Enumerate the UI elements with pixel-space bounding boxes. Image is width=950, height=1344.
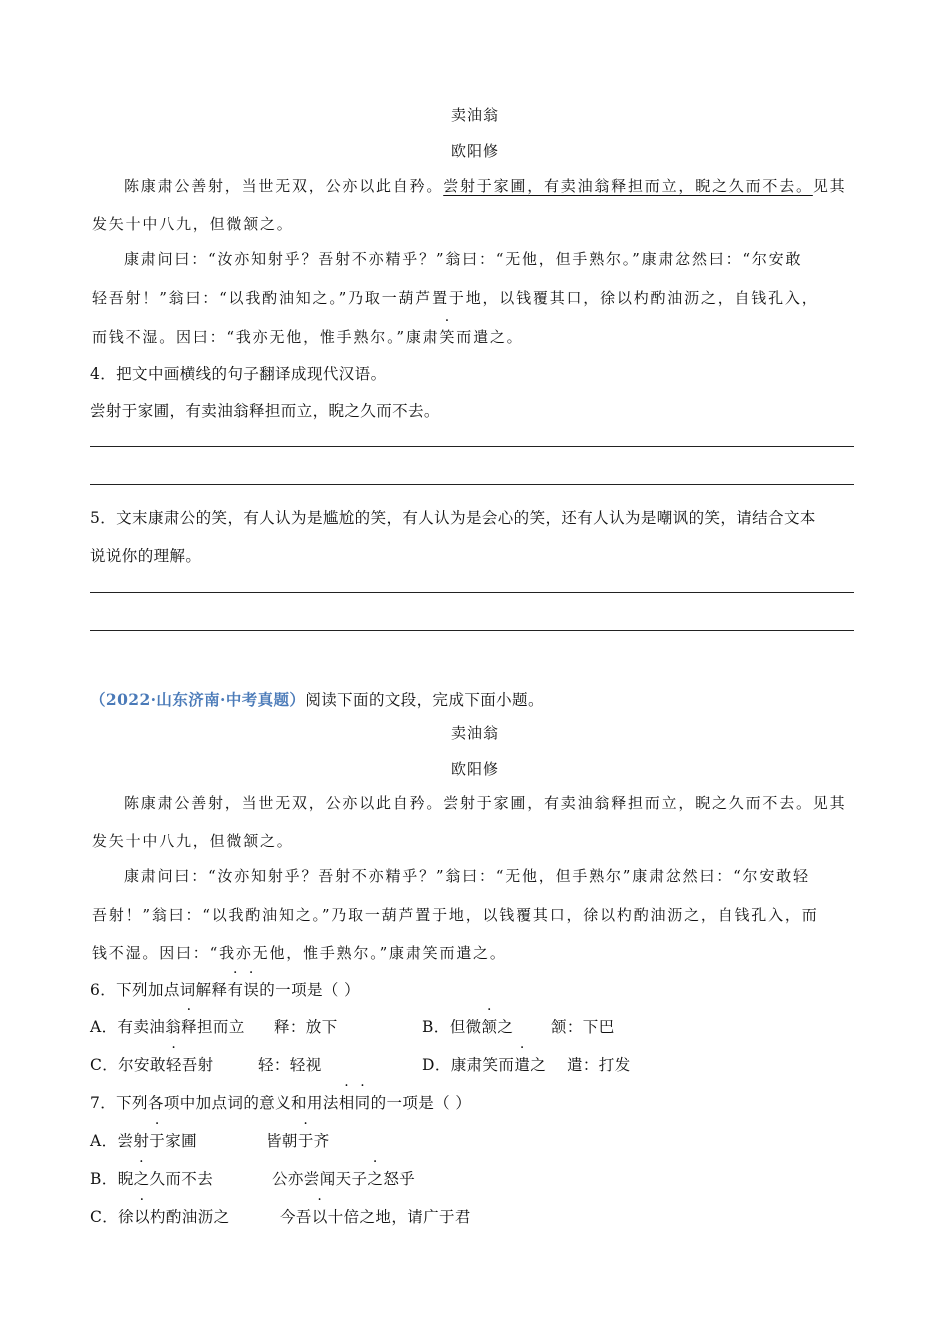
option-text: 齐 <box>313 1132 330 1150</box>
passage2-paragraph2-line2: 吾射！”翁曰：“以我酌油知之。”乃取一葫芦置于地，以钱覆其口，徐以杓酌油沥之，自钱孔入，而 <box>92 906 819 924</box>
question-7-option-a-compare <box>266 1129 330 1151</box>
option-text: 怒乎 <box>383 1170 416 1188</box>
dotted-char: 之 <box>367 1170 384 1188</box>
question-7-option-b-compare <box>272 1167 415 1189</box>
option-text: 今吾 <box>280 1208 312 1226</box>
section2-heading <box>90 688 544 710</box>
option-text: 担而立 <box>197 1018 245 1036</box>
dotted-char: 颔 <box>481 1018 498 1036</box>
option-text: B．睨 <box>90 1170 134 1188</box>
dotted-char: 误 <box>243 981 260 999</box>
passage1-author: 欧阳修 <box>450 142 499 160</box>
dotted-char: 以 <box>134 1208 150 1226</box>
passage2-paragraph1-line2: 发矢十中八九，但微颔之。 <box>92 832 294 850</box>
passage1-title: 卖油翁 <box>450 106 499 124</box>
option-text: 之 <box>497 1018 514 1036</box>
option-text: 吾射 <box>181 1056 214 1074</box>
dotted-char: 于 <box>149 1132 166 1150</box>
question-5-stem-line1: 5．文末康肃公的笑，有人认为是尴尬的笑，有人认为是会心的笑，还有人认为是嘲讽的笑，请结合文本 <box>90 509 816 527</box>
question-5-stem-line2: 说说你的理解。 <box>90 547 202 565</box>
question-4-sentence: 尝射于家圃，有卖油翁释担而立，睨之久而不去。 <box>90 402 440 420</box>
question-6-option-a <box>90 1015 245 1037</box>
dotted-char: 遣 <box>514 1056 531 1074</box>
option-text: 家圃 <box>165 1132 198 1150</box>
option-text: 皆朝 <box>266 1132 298 1150</box>
dotted-char: 以 <box>311 1208 328 1226</box>
dotted-char: 轻 <box>165 1056 182 1074</box>
passage1-text: 而遣之。 <box>456 328 524 346</box>
passage1-paragraph2-line1: 康肃问曰：“汝亦知射乎？吾射不亦精乎？”翁曰：“无他，但手熟尔。”康肃忿然曰：“尔安敢 <box>124 250 803 268</box>
dotted-char: 相 <box>338 1094 355 1112</box>
answer-line <box>90 630 854 631</box>
passage1-paragraph1-line2: 发矢十中八九，但微颔之。 <box>92 215 294 233</box>
answer-line <box>90 592 854 593</box>
answer-line <box>90 484 854 485</box>
passage2-title: 卖油翁 <box>450 724 499 742</box>
stem-text: 的一项是（ ） <box>259 981 361 999</box>
option-text: C．徐 <box>90 1208 135 1226</box>
question-6-option-b <box>422 1015 513 1037</box>
passage1-text: 见其 <box>812 177 847 195</box>
question-7-option-b <box>90 1167 213 1189</box>
dotted-char: 之 <box>133 1170 150 1188</box>
question-6-option-c-gloss: 轻：轻视 <box>258 1056 322 1074</box>
question-7-option-c <box>90 1205 229 1227</box>
option-text: 十倍之地，请广于君 <box>327 1208 471 1226</box>
option-text: B．但微 <box>422 1018 482 1036</box>
underlined-sentence: 尝射于家圃，有卖油翁释担而立，睨之久而不去。 <box>443 177 813 195</box>
option-text: C．尔安敢 <box>90 1056 166 1074</box>
question-4-stem: 4．把文中画横线的句子翻译成现代汉语。 <box>90 365 387 383</box>
question-6-option-c <box>90 1053 214 1075</box>
question-6-option-b-gloss: 颔：下巴 <box>551 1018 615 1036</box>
stem-text: 6．下列加点词解释 <box>90 981 228 999</box>
dotted-char: 有 <box>227 981 244 999</box>
passage1-paragraph1-line1 <box>124 175 846 196</box>
option-text: 杓酌油沥之 <box>149 1208 230 1226</box>
passage2-paragraph1-line1: 陈康肃公善射，当世无双，公亦以此自矜。尝射于家圃，有卖油翁释担而立，睨之久而不去。见其 <box>124 794 847 812</box>
option-text: 之 <box>530 1056 547 1074</box>
dotted-char: 同 <box>354 1094 371 1112</box>
dotted-char: 于 <box>297 1132 314 1150</box>
dotted-char: 释 <box>181 1018 198 1036</box>
question-6-option-d <box>422 1053 546 1075</box>
passage1-paragraph2-line2: 轻吾射！”翁曰：“以我酌油知之。”乃取一葫芦置于地，以钱覆其口，徐以杓酌油沥之，自钱孔入， <box>92 289 819 307</box>
option-text: A．有卖油翁 <box>90 1018 182 1036</box>
stem-text: 7．下列各项中加点词的意义和用法 <box>90 1094 339 1112</box>
question-7-option-a <box>90 1129 197 1151</box>
passage1-text: 而钱不湿。因曰：“我亦无他，惟手熟尔。”康肃 <box>92 328 440 346</box>
option-text: A．尝射 <box>90 1132 150 1150</box>
passage2-paragraph2-line1: 康肃问曰：“汝亦知射乎？吾射不亦精乎？”翁曰：“无他，但手熟尔”康肃忿然曰：“尔安敢轻 <box>124 867 810 885</box>
dotted-char: 笑 <box>439 328 457 346</box>
option-text: 久而不去 <box>149 1170 214 1188</box>
question-6-stem <box>90 978 360 1000</box>
answer-line <box>90 446 854 447</box>
stem-text: 的一项是（ ） <box>370 1094 472 1112</box>
passage1-paragraph2-line3 <box>92 326 523 347</box>
option-text: D．康肃笑而 <box>422 1056 515 1074</box>
question-6-option-a-gloss: 释：放下 <box>274 1018 338 1036</box>
question-6-option-d-gloss: 遣：打发 <box>567 1056 631 1074</box>
option-text: 公亦尝闻天子 <box>272 1170 368 1188</box>
passage2-paragraph2-line3: 钱不湿。因曰：“我亦无他，惟手熟尔。”康肃笑而遣之。 <box>92 944 507 962</box>
passage2-author: 欧阳修 <box>450 760 499 778</box>
source-tag: （2022·山东济南·中考真题） <box>90 690 306 709</box>
passage1-text: 陈康肃公善射，当世无双，公亦以此自矜。 <box>124 177 444 195</box>
question-7-option-c-compare <box>280 1205 471 1227</box>
question-7-stem <box>90 1091 471 1113</box>
section2-instruction: 阅读下面的文段，完成下面小题。 <box>305 691 544 709</box>
